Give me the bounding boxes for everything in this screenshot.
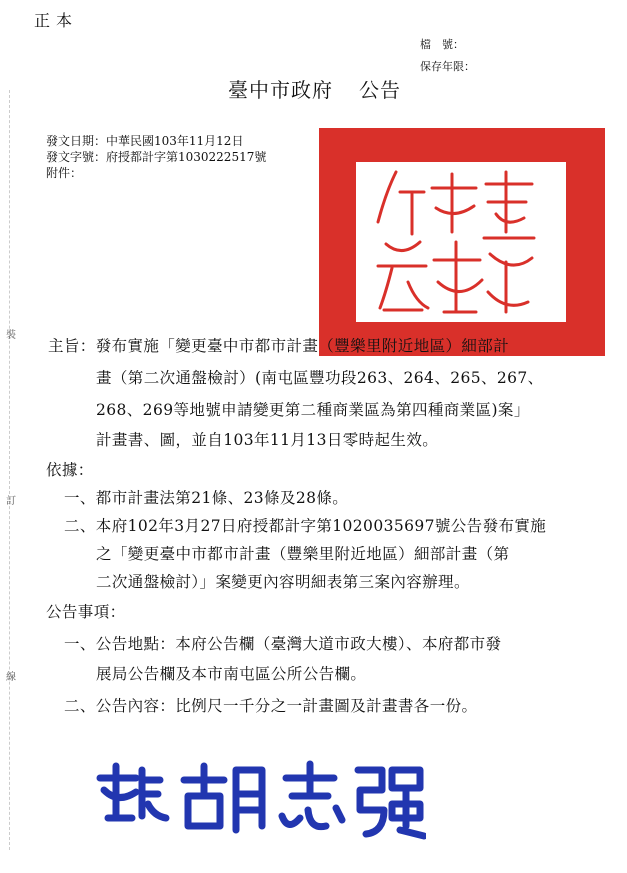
original-copy-label: 正本 [34,11,79,30]
seal-script-icon [356,162,566,322]
official-seal-inner [356,162,566,322]
retention-period-label: 保存年限： [420,60,475,73]
document-number: 發文字號：府授都計字第1030222517號 [46,150,267,164]
subject-line-3: 268、269等地號申請變更第二種商業區為第四種商業區)案」 [96,401,530,419]
issuing-agency: 臺中市政府 [228,78,333,102]
file-number-label: 檔 號： [420,38,464,51]
notice-heading: 公告事項： [46,603,126,621]
notice-item-1-cont: 展局公告欄及本市南屯區公所公告欄。 [96,665,367,683]
basis-item-2: 二、本府102年3月27日府授都計字第1020035697號公告發布實施 [64,517,547,535]
document-title [228,74,401,103]
basis-item-1: 一、都市計畫法第21條、23條及28條。 [64,489,349,507]
basis-item-2-cont-1: 之「變更臺中市都市計畫（豐樂里附近地區）細部計畫（第 [96,545,510,563]
subject-line-1: 主旨：發布實施「變更臺中市都市計畫（豐樂里附近地區）細部計 [48,337,510,355]
document-type: 公告 [359,78,401,102]
notice-item-2: 二、公告內容：比例尺一千分之一計畫圖及計畫書各一份。 [64,697,478,715]
mayor-signature [96,756,426,850]
margin-mark-staple: 訂 [6,496,16,507]
basis-heading: 依據： [46,461,94,479]
signature-stamp-icon [96,756,426,846]
subject-line-2: 畫（第二次通盤檢討）(南屯區豐功段263、264、265、267、 [96,369,544,387]
issue-date: 發文日期：中華民國103年11月12日 [46,134,244,148]
margin-mark-bind: 裝 [6,330,16,341]
subject-line-4: 計畫書、圖，並自103年11月13日零時起生效。 [96,431,439,449]
margin-mark-line: 線 [6,672,16,683]
binding-line [9,90,10,850]
attachment-label: 附件： [46,166,83,180]
notice-item-1: 一、公告地點：本府公告欄（臺灣大道市政大樓）、本府都市發 [64,635,502,653]
basis-item-2-cont-2: 二次通盤檢討）」案變更內容明細表第三案內容辦理。 [96,573,470,591]
